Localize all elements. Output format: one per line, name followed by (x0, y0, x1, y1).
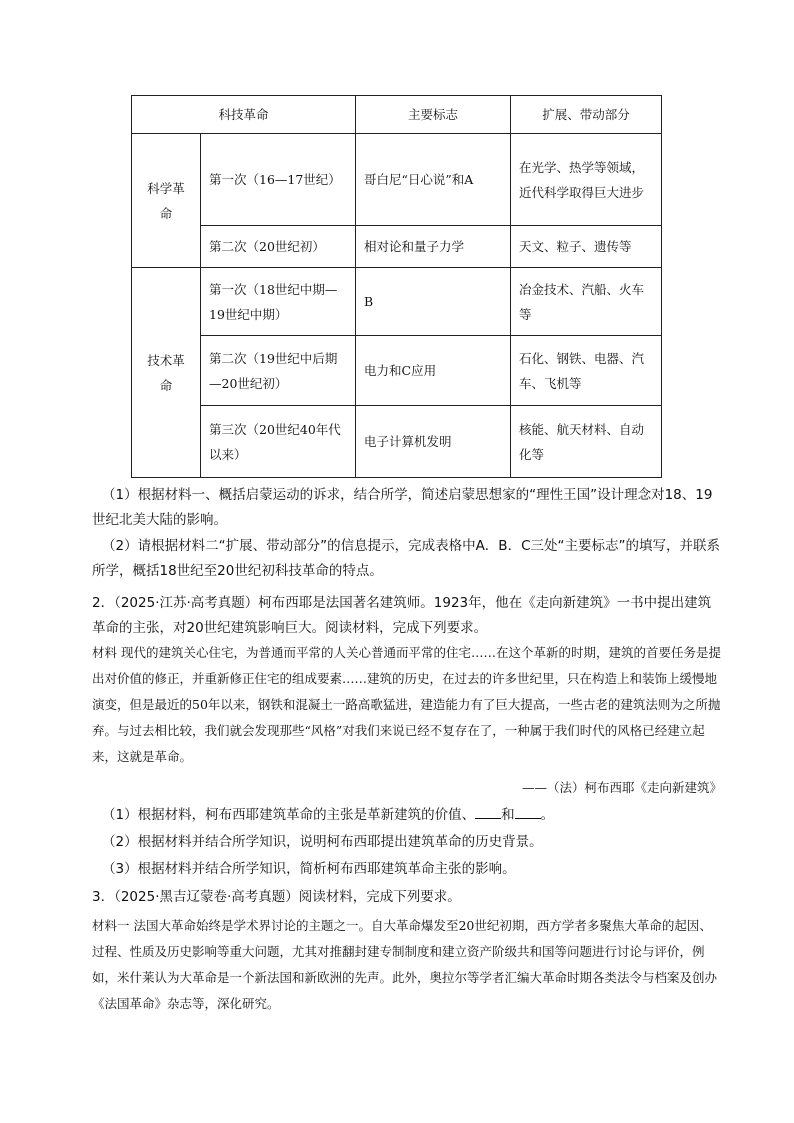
header-mark: 主要标志 (356, 96, 511, 134)
table-row (132, 226, 662, 268)
q2-sub1: （1）根据材料，柯布西耶建筑革命的主张是革新建筑的价值、 和 。 (102, 807, 555, 823)
q2-material: 材料 现代的建筑关心住宅，为普通而平常的人关心普通而平常的住宅……在这个革新的时期，建筑的首要任务是提出对价值的修正，并重新修正住宅的组成要素……建筑的历史，在过去的许多世纪里，只在构造上和装饰上缓慢地演变，但是最近的50年以来，钢铁和混凝土一路高歌猛进，建造能力有了巨大提高，一些古老的建筑法则为之所抛弃。与过去相比较，我们就会发现那些“风格”对我们来说已经不复存在了，一种属于我们时代的风格已经建立起来，这就是革命。 (92, 645, 721, 764)
answer-blank-1[interactable] (475, 806, 501, 819)
q3-heading: 3．（2025·黑吉辽蒙卷·高考真题）阅读材料，完成下列要求。 (92, 889, 461, 905)
table-header-row (132, 96, 662, 134)
mark-cell: 电力和C应用 (356, 336, 511, 406)
mark-cell: B (356, 268, 511, 336)
table-row (132, 134, 662, 226)
table-row (132, 406, 662, 478)
header-revolution: 科技革命 (132, 96, 356, 134)
impact-cell: 在光学、热学等领域，近代科学取得巨大进步 (511, 134, 662, 226)
q2-sub2: （2）根据材料并结合所学知识，说明柯布西耶提出建筑革命的历史背景。 (102, 834, 543, 850)
header-impact: 扩展、带动部分 (511, 96, 662, 134)
q1-sub1: （1）根据材料一、概括启蒙运动的诉求，结合所学，简述启蒙思想家的“理性王国”设计理念对18、19世纪北美大陆的影响。 (92, 487, 713, 528)
q2-sub3: （3）根据材料并结合所学知识，简析柯布西耶建筑革命主张的影响。 (102, 861, 516, 877)
period-cell: 第二次（19世纪中后期—20世纪初） (201, 336, 356, 406)
group-label: 技术革命 (132, 268, 201, 478)
mark-cell: 哥白尼“日心说”和A (356, 134, 511, 226)
impact-cell: 天文、粒子、遗传等 (511, 226, 662, 268)
table-row (132, 268, 662, 336)
table-row (132, 336, 662, 406)
period-cell: 第一次（16—17世纪） (201, 134, 356, 226)
impact-cell: 核能、航天材料、自动化等 (511, 406, 662, 478)
q2-heading: 2．（2025·江苏·高考真题）柯布西耶是法国著名建筑师。1923年，他在《走向新建筑》一书中提出建筑革命的主张，对20世纪建筑影响巨大。阅读材料，完成下列要求。 (92, 595, 712, 636)
group-label: 科学革命 (132, 134, 201, 268)
answer-blank-2[interactable] (515, 806, 541, 819)
period-cell: 第一次（18世纪中期—19世纪中期） (201, 268, 356, 336)
period-cell: 第三次（20世纪40年代以来） (201, 406, 356, 478)
q2-source: ——（法）柯布西耶《走向新建筑》 (521, 780, 722, 795)
mark-cell: 电子计算机发明 (356, 406, 511, 478)
period-cell: 第二次（20世纪初） (201, 226, 356, 268)
q1-sub2: （2）请根据材料二“扩展、带动部分”的信息提示，完成表格中A．B．C三处“主要标志”的填写，并联系所学，概括18世纪至20世纪初科技革命的特点。 (92, 538, 720, 579)
impact-cell: 冶金技术、汽船、火车等 (511, 268, 662, 336)
mark-cell: 相对论和量子力学 (356, 226, 511, 268)
tech-revolution-table (131, 95, 662, 478)
impact-cell: 石化、钢铁、电器、汽车、飞机等 (511, 336, 662, 406)
q3-material: 材料一 法国大革命始终是学术界讨论的主题之一。自大革命爆发至20世纪初期，西方学者多聚焦大革命的起因、过程、性质及历史影响等重大问题，尤其对推翻封建专制制度和建立资产阶级共和国等问题进行讨论与评价，例如，米什莱认为大革命是一个新法国和新欧洲的先声。此外，奥拉尔等学者汇编大革命时期各类法令与档案及创办《法国革命》杂志等，深化研究。 (92, 918, 718, 1011)
